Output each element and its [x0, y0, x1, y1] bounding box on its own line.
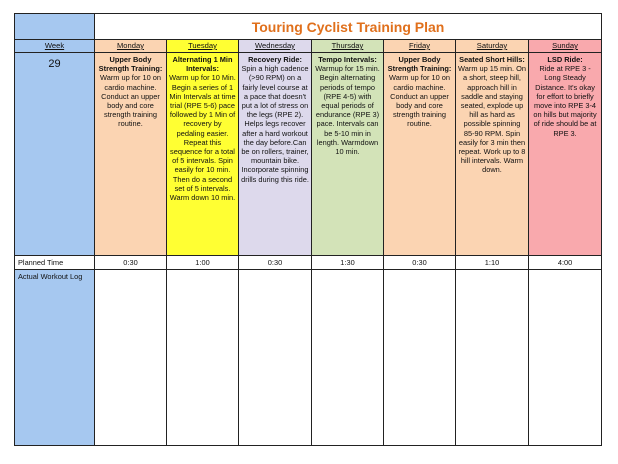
day-header-row: [15, 40, 602, 53]
workout-title-monday: Upper Body Strength Training:: [98, 55, 163, 74]
training-plan-table: [14, 13, 602, 446]
workout-description-sunday: Ride at RPE 3 - Long Steady Distance. It's okay for effort to briefly move into RPE 3-4 on hills but majority of ride should be at RPE 3.: [533, 64, 597, 138]
planned-time-tuesday: 1:00: [167, 256, 239, 270]
day-header-wednesday: Wednesday: [239, 40, 312, 53]
day-header-friday: Friday: [384, 40, 456, 53]
planned-time-label: Planned Time: [15, 256, 95, 270]
workout-description-saturday: Warm up 15 min. On a short, steep hill, approach hill in saddle and staying seated, explode up hill as hard as possible spinning 85-90 RPM. Spin easily for 3 min then repeat. Work up to 8 hill intervals. Warm down.: [458, 64, 526, 175]
workout-cell-thursday: [312, 53, 384, 256]
planned-time-saturday: 1:10: [456, 256, 529, 270]
planned-time-wednesday: 0:30: [239, 256, 312, 270]
workout-cell-tuesday: [167, 53, 239, 256]
workout-title-tuesday: Alternating 1 Min Intervals:: [172, 55, 233, 74]
actual-log-saturday[interactable]: [456, 270, 529, 446]
title-row: [15, 14, 602, 40]
workout-description-wednesday: Spin a high cadence (>90 RPM) on a fairly level course at a pace that doesn't put a lot of stress on the legs (RPE 2). Helps legs recover after a hard workout the day before.Can be on rollers, trainer, mountain bike. Incorporate spinning drills during this ride.: [241, 64, 309, 184]
actual-log-friday[interactable]: [384, 270, 456, 446]
workout-row: [15, 53, 602, 256]
week-number-cell: [15, 53, 95, 256]
day-header-tuesday: Tuesday: [167, 40, 239, 53]
workout-description-monday: Warm up for 10 on cardio machine. Conduct an upper body and core strength training routine.: [100, 73, 161, 129]
title-corner-cell: [15, 14, 95, 40]
planned-time-sunday: 4:00: [529, 256, 602, 270]
workout-description-friday: Warm up for 10 on cardio machine. Conduct an upper body and core strength training routine.: [389, 73, 450, 129]
workout-title-thursday: Tempo Intervals:: [318, 55, 377, 64]
planned-time-row: [15, 256, 602, 270]
day-header-thursday: Thursday: [312, 40, 384, 53]
workout-cell-monday: [95, 53, 167, 256]
workout-description-tuesday: Warm up for 10 Min. Begin a series of 1 Min Intervals at time trial (RPE 5-6) pace followed by 1 Min of recovery by pedaling easier. Repeat this sequence for a total of 5 intervals. Spin easily for 10 min. Then do a second set of 5 intervals. Warm down 10 min.: [169, 73, 236, 203]
actual-log-thursday[interactable]: [312, 270, 384, 446]
actual-log-row: [15, 270, 602, 446]
day-header-monday: Monday: [95, 40, 167, 53]
day-header-sunday: Sunday: [529, 40, 602, 53]
workout-cell-sunday: [529, 53, 602, 256]
workout-cell-friday: [384, 53, 456, 256]
workout-title-wednesday: Recovery Ride:: [248, 55, 302, 64]
actual-log-label: Actual Workout Log: [15, 270, 95, 446]
workout-title-sunday: LSD Ride:: [547, 55, 583, 64]
planned-time-thursday: 1:30: [312, 256, 384, 270]
day-header-saturday: Saturday: [456, 40, 529, 53]
workout-description-thursday: Warmup for 15 min. Begin alternating periods of tempo (RPE 4-5) with equal periods of endurance (RPE 3) pace. Intervals can be 5-10 min in length. Warmdown 10 min.: [315, 64, 380, 157]
planned-time-monday: 0:30: [95, 256, 167, 270]
actual-log-tuesday[interactable]: [167, 270, 239, 446]
week-number: 29: [48, 58, 61, 70]
week-header: Week: [15, 40, 95, 53]
actual-log-monday[interactable]: [95, 270, 167, 446]
workout-title-friday: Upper Body Strength Training:: [387, 55, 452, 74]
training-plan-sheet: [14, 13, 601, 446]
actual-log-wednesday[interactable]: [239, 270, 312, 446]
plan-title-cell: [95, 14, 602, 40]
workout-cell-saturday: [456, 53, 529, 256]
workout-cell-wednesday: [239, 53, 312, 256]
workout-title-saturday: Seated Short Hills:: [459, 55, 525, 64]
plan-title: Touring Cyclist Training Plan: [251, 18, 445, 35]
actual-log-sunday[interactable]: [529, 270, 602, 446]
planned-time-friday: 0:30: [384, 256, 456, 270]
